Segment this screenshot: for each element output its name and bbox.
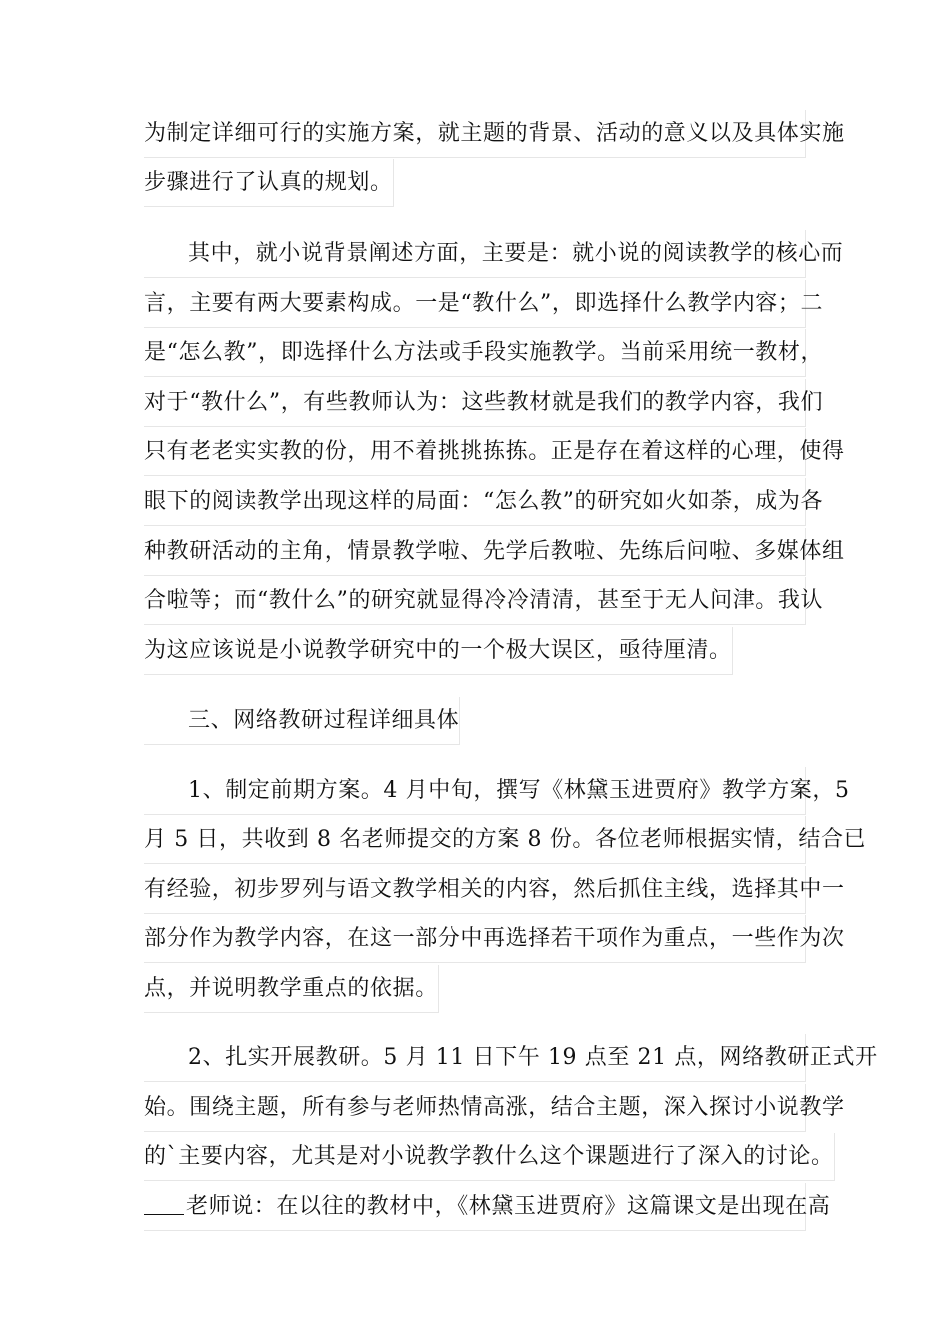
text-line: 其中，就小说背景阐述方面，主要是：就小说的阅读教学的核心而	[144, 230, 806, 278]
text-line: 始。围绕主题，所有参与老师热情高涨，结合主题，深入探讨小说教学	[144, 1084, 806, 1132]
text-line: 种教研活动的主角，情景教学啦、先学后教啦、先练后问啦、多媒体组	[144, 528, 806, 576]
text-line: 为这应该说是小说教学研究中的一个极大误区，亟待厘清。	[144, 627, 733, 675]
text-line: 为制定详细可行的实施方案，就主题的背景、活动的意义以及具体实施	[144, 110, 806, 158]
text-line: 有经验，初步罗列与语文教学相关的内容，然后抓住主线，选择其中一	[144, 866, 806, 914]
text-line: 是“怎么教”，即选择什么方法或手段实施教学。当前采用统一教材，	[144, 329, 806, 377]
text-line-content: 老师说：在以往的教材中，《林黛玉进贾府》这篇课文是出现在高	[186, 1194, 831, 1219]
text-line-with-blank	[144, 1183, 831, 1231]
fill-in-blank	[144, 1194, 184, 1215]
text-line: 1、制定前期方案。4 月中旬，撰写《林黛玉进贾府》教学方案，5	[144, 767, 806, 815]
text-line: 月 5 日，共收到 8 名老师提交的方案 8 份。各位老师根据实情，结合已	[144, 816, 806, 864]
text-line: 只有老老实实教的份，用不着挑挑拣拣。正是存在着这样的心理，使得	[144, 428, 806, 476]
text-line: 部分作为教学内容，在这一部分中再选择若干项作为重点，一些作为次	[144, 915, 806, 963]
text-line: 眼下的阅读教学出现这样的局面：“怎么教”的研究如火如荼，成为各	[144, 478, 806, 526]
text-line: 点，并说明教学重点的依据。	[144, 965, 439, 1013]
section-heading: 三、网络教研过程详细具体	[144, 697, 460, 745]
text-line: 对于“教什么”，有些教师认为：这些教材就是我们的教学内容，我们	[144, 379, 806, 427]
text-line: 的`主要内容，尤其是对小说教学教什么这个课题进行了深入的讨论。	[144, 1133, 835, 1181]
text-line: 步骤进行了认真的规划。	[144, 159, 394, 207]
text-line: 2、扎实开展教研。5 月 11 日下午 19 点至 21 点，网络教研正式开	[144, 1034, 806, 1082]
text-line: 合啦等；而“教什么”的研究就显得冷冷清清，甚至于无人问津。我认	[144, 577, 806, 625]
text-line: 言，主要有两大要素构成。一是“教什么”，即选择什么教学内容；二	[144, 280, 806, 328]
